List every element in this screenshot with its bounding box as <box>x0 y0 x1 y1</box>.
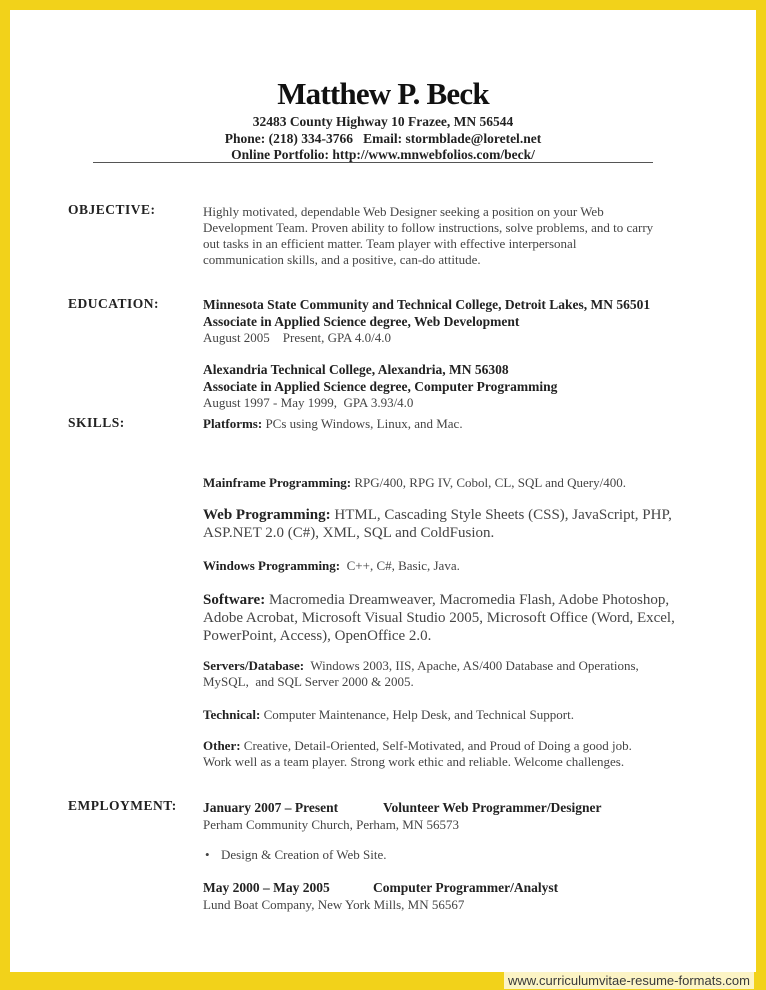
degree: Associate in Applied Science degree, Web Development <box>203 313 520 329</box>
skills-label: SKILLS: <box>68 415 125 430</box>
job-entry <box>203 800 693 863</box>
job-title: Computer Programmer/Analyst <box>373 880 559 895</box>
job-bullet-text: Design & Creation of Web Site. <box>221 847 387 862</box>
watermark-link[interactable]: www.curriculumvitae-resume-formats.com <box>504 972 754 989</box>
skill-title: Mainframe Programming: <box>203 475 352 490</box>
job-title: Volunteer Web Programmer/Designer <box>383 800 602 815</box>
school-name: Minnesota State Community and Technical College, Detroit Lakes, MN 56501 <box>203 297 651 312</box>
skill-text: Creative, Detail-Oriented, Self-Motivated, and Proud of Doing a good job. Work well as a team player. Strong work ethic and reliable. Welcome challenges. <box>203 738 632 769</box>
objective-line: Development Team. Proven ability to follow instructions, solve problems, and to carry <box>203 220 654 235</box>
skill-text: PCs using Windows, Linux, and Mac. <box>262 416 463 431</box>
skill-item <box>203 591 681 645</box>
skill-item <box>203 416 693 432</box>
job-company: Lund Boat Company, New York Mills, MN 56567 <box>203 897 465 912</box>
skill-item <box>203 707 693 723</box>
job-dates: January 2007 – Present <box>203 800 339 815</box>
skill-text: Computer Maintenance, Help Desk, and Technical Support. <box>260 707 574 722</box>
skill-text: HTML, Cascading Style Sheets (CSS), JavaScript, PHP, ASP.NET 2.0 (C#), XML, SQL and ColdFusion. <box>203 507 672 541</box>
skill-item <box>203 658 673 690</box>
skill-text: Windows 2003, IIS, Apache, AS/400 Database and Operations, MySQL, and SQL Server 2000 & 2005. <box>203 658 642 689</box>
skill-text: Macromedia Dreamweaver, Macromedia Flash, Adobe Photoshop, Adobe Acrobat, Microsoft Visual Studio 2005, Microsoft Office (Word, Excel, PowerPoint, Access), OpenOffice 2.0. <box>203 592 675 644</box>
applicant-name: Matthew P. Beck <box>277 76 489 111</box>
objective-label: OBJECTIVE: <box>68 202 156 217</box>
header-divider <box>93 162 653 163</box>
education-entry <box>203 362 693 411</box>
skill-title: Web Programming: <box>203 507 331 523</box>
phone-email-line: Phone: (218) 334-3766 Email: stormblade@loretel.net <box>224 131 542 146</box>
skill-text: RPG/400, RPG IV, Cobol, CL, SQL and Query/400. <box>351 475 626 490</box>
objective-text <box>203 204 693 268</box>
employment-label: EMPLOYMENT: <box>68 798 177 813</box>
skill-title: Software: <box>203 592 266 608</box>
objective-line: Highly motivated, dependable Web Designer seeking a position on your Web <box>203 204 604 219</box>
job-header <box>203 880 693 897</box>
degree: Associate in Applied Science degree, Computer Programming <box>203 378 558 394</box>
education-entry <box>203 297 693 346</box>
job-bullet <box>203 847 693 863</box>
address-line: 32483 County Highway 10 Frazee, MN 56544 <box>252 114 514 129</box>
skill-text: C++, C#, Basic, Java. <box>340 558 460 573</box>
skill-title: Servers/Database: <box>203 658 305 673</box>
skill-item <box>203 738 663 770</box>
skill-item <box>203 475 693 491</box>
job-dates: May 2000 – May 2005 <box>203 880 330 895</box>
skill-item <box>203 506 673 542</box>
education-dates: August 1997 - May 1999, GPA 3.93/4.0 <box>203 395 414 410</box>
skill-item <box>203 558 693 574</box>
skill-title: Windows Programming: <box>203 558 341 573</box>
skill-title: Other: <box>203 738 241 753</box>
school-name: Alexandria Technical College, Alexandria, MN 56308 <box>203 362 509 377</box>
resume-page <box>10 10 756 972</box>
education-dates: August 2005 Present, GPA 4.0/4.0 <box>203 330 392 345</box>
bullet-icon: • <box>205 847 210 862</box>
skill-title: Platforms: <box>203 416 263 431</box>
objective-line: out tasks in an efficient matter. Team player with effective interpersonal <box>203 236 577 251</box>
job-header <box>203 800 693 817</box>
education-label: EDUCATION: <box>68 296 160 311</box>
job-company: Perham Community Church, Perham, MN 56573 <box>203 817 460 832</box>
portfolio-line: Online Portfolio: http://www.mnwebfolios.com/beck/ <box>231 147 535 162</box>
job-entry <box>203 880 693 913</box>
objective-line: communication skills, and a positive, can-do attitude. <box>203 252 481 267</box>
skill-title: Technical: <box>203 707 261 722</box>
